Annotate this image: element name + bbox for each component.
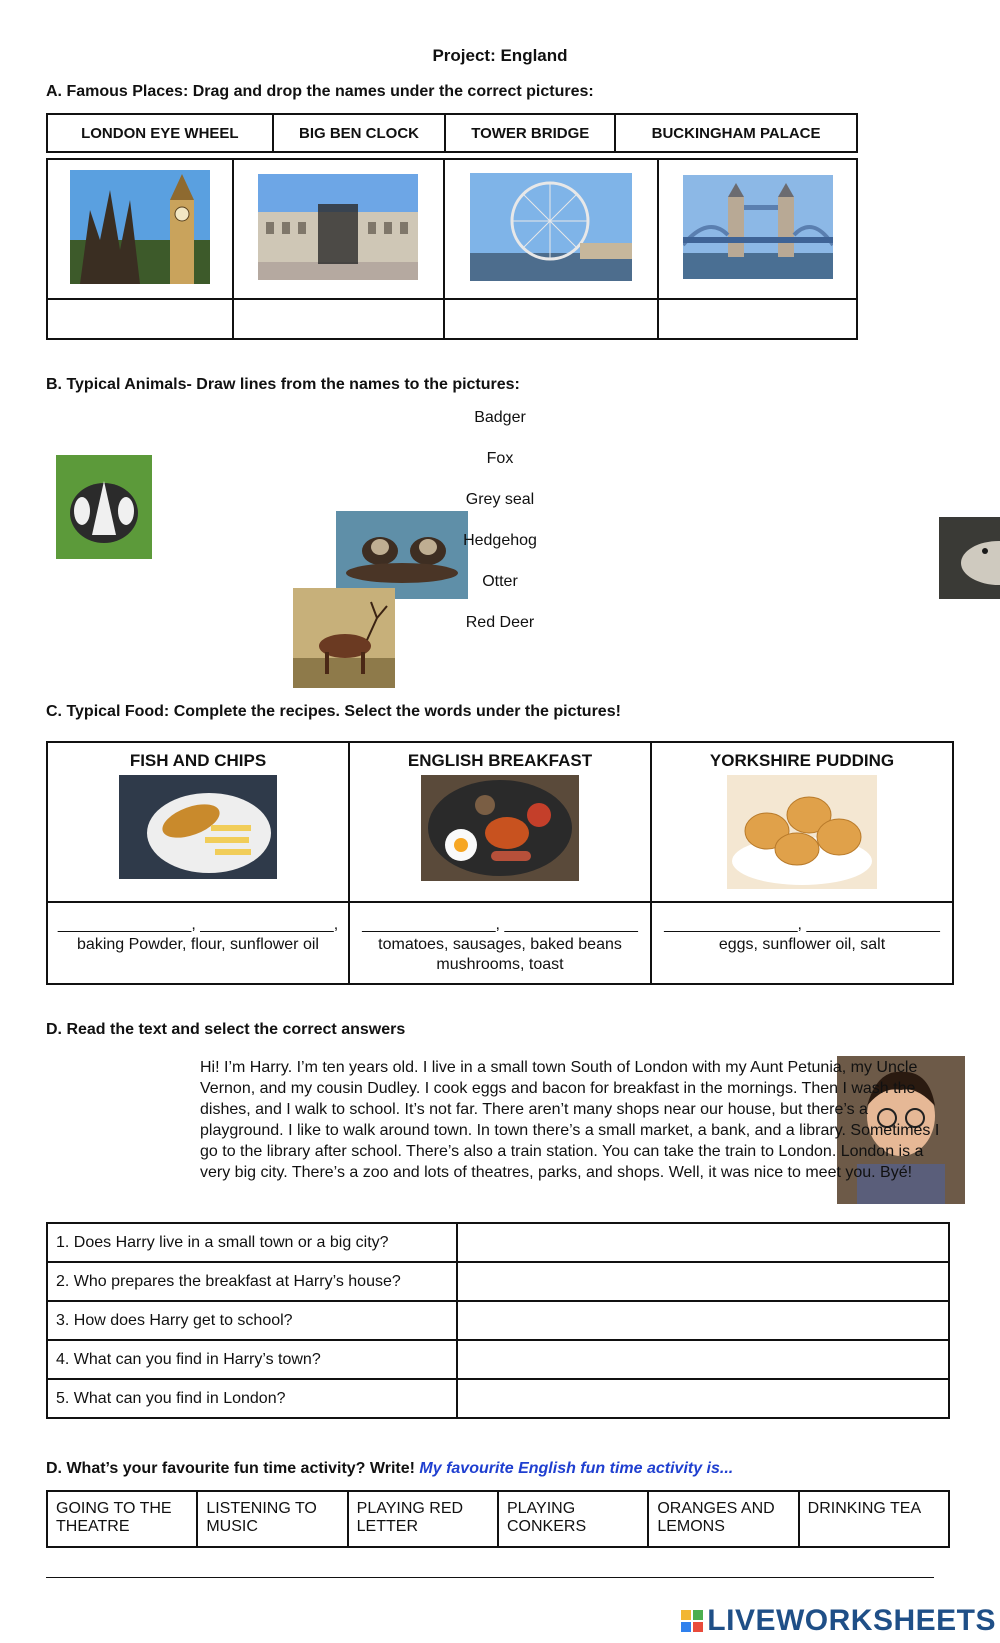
animal-name-fox[interactable]: Fox xyxy=(486,450,514,467)
place-pictures-table xyxy=(46,158,858,340)
recipe-ingredients: baking Powder, flour, sunflower oil xyxy=(77,936,319,953)
activity-playing-red-letter[interactable]: PLAYING RED LETTER xyxy=(348,1491,498,1547)
recipe-yorkshire-pudding xyxy=(651,902,953,984)
drop-zone[interactable] xyxy=(444,299,658,339)
activity-prompt: My favourite English fun time activity is... xyxy=(419,1460,734,1477)
drag-name-big-ben[interactable]: BIG BEN CLOCK xyxy=(273,114,446,152)
activity-heading-text: D. What’s your favourite fun time activity? Write! xyxy=(46,1460,415,1477)
activities-table xyxy=(46,1490,950,1548)
picture-cell xyxy=(658,159,857,299)
big-ben-photo xyxy=(70,170,210,284)
buckingham-palace-photo xyxy=(258,174,418,280)
food-name: ENGLISH BREAKFAST xyxy=(407,751,593,770)
fish-and-chips-photo xyxy=(119,775,277,879)
activity-drinking-tea[interactable]: DRINKING TEA xyxy=(799,1491,949,1547)
animal-name-red-deer[interactable]: Red Deer xyxy=(465,614,535,631)
tower-bridge-photo xyxy=(683,175,833,279)
liveworksheets-logo-icon xyxy=(681,1610,703,1632)
recipe-ingredients: eggs, sunflower oil, salt xyxy=(718,936,886,953)
london-eye-photo xyxy=(470,173,632,281)
section-a-heading: A. Famous Places: Drag and drop the names under the correct pictures: xyxy=(46,83,594,100)
page-title: Project: England xyxy=(432,46,568,65)
answer-2-field[interactable] xyxy=(457,1262,949,1301)
activity-going-to-the-theatre[interactable]: GOING TO THE THEATRE xyxy=(47,1491,197,1547)
activity-listening-to-music[interactable]: LISTENING TO MUSIC xyxy=(197,1491,347,1547)
place-names-table xyxy=(46,113,858,153)
drop-zone[interactable] xyxy=(658,299,857,339)
food-card-yorkshire-pudding xyxy=(651,742,953,902)
animal-name-otter[interactable]: Otter xyxy=(482,573,518,590)
recipe-ingredients: tomatoes, sausages, baked beans xyxy=(378,936,622,953)
question-1: 1. Does Harry live in a small town or a big city? xyxy=(47,1223,457,1262)
answer-1-field[interactable] xyxy=(457,1223,949,1262)
question-2: 2. Who prepares the breakfast at Harry’s house? xyxy=(47,1262,457,1301)
recipe-blanks[interactable]: _______________, _______________ xyxy=(362,916,638,933)
answer-3-field[interactable] xyxy=(457,1301,949,1340)
drag-name-tower-bridge[interactable]: TOWER BRIDGE xyxy=(445,114,615,152)
answer-line[interactable] xyxy=(46,1576,934,1578)
food-name: YORKSHIRE PUDDING xyxy=(709,751,895,770)
answer-4-field[interactable] xyxy=(457,1340,949,1379)
activity-playing-conkers[interactable]: PLAYING CONKERS xyxy=(498,1491,648,1547)
question-3: 3. How does Harry get to school? xyxy=(47,1301,457,1340)
harry-story-text: Hi! I’m Harry. I’m ten years old. I live in a small town South of London with my Aunt Petunia, my Uncle Vernon, and my cousin Dudley. I cook eggs and bacon for breakfast in the mornings. Then I wash the dishes, and I walk to school. It’s not far. There aren’t many shops near our house, but there’s a playground. I like to walk around town. In town there’s a small market, a bank, and a library. Sometimes I go to the library after school. There’s also a train station. You can take the train to London. London is a very big city. There’s a zoo and lots of theatres, parks, and shops. Well, it was nice to meet you. Byé! xyxy=(200,1059,940,1181)
animal-name-hedgehog[interactable]: Hedgehog xyxy=(463,532,537,549)
food-name: FISH AND CHIPS xyxy=(129,751,267,770)
section-b-heading: B. Typical Animals- Draw lines from the names to the pictures: xyxy=(46,376,520,393)
activity-oranges-and-lemons[interactable]: ORANGES AND LEMONS xyxy=(648,1491,798,1547)
liveworksheets-logo-text: LIVEWORKSHEETS xyxy=(707,1604,996,1637)
drop-zone[interactable] xyxy=(233,299,445,339)
recipe-blanks[interactable]: _______________, _______________ xyxy=(664,916,940,933)
picture-cell xyxy=(47,159,233,299)
section-c-heading: C. Typical Food: Complete the recipes. Select the words under the pictures! xyxy=(46,703,621,720)
recipe-blanks[interactable]: _______________, _______________, xyxy=(57,916,339,933)
picture-cell xyxy=(444,159,658,299)
activity-heading xyxy=(46,1460,733,1478)
english-breakfast-photo xyxy=(421,775,579,881)
question-4: 4. What can you find in Harry’s town? xyxy=(47,1340,457,1379)
question-5: 5. What can you find in London? xyxy=(47,1379,457,1418)
recipe-fish-and-chips xyxy=(47,902,349,984)
recipe-ingredients-more: mushrooms, toast xyxy=(436,956,564,973)
food-table xyxy=(46,741,954,985)
liveworksheets-logo xyxy=(681,1604,996,1638)
drag-name-buckingham-palace[interactable]: BUCKINGHAM PALACE xyxy=(615,114,857,152)
animal-name-grey-seal[interactable]: Grey seal xyxy=(465,491,535,508)
grey-seal-photo[interactable] xyxy=(939,517,1000,599)
picture-cell xyxy=(233,159,445,299)
badger-photo[interactable] xyxy=(56,455,152,559)
red-deer-photo[interactable] xyxy=(293,588,395,688)
animal-name-badger[interactable]: Badger xyxy=(474,409,526,426)
section-d-heading: D. Read the text and select the correct answers xyxy=(46,1021,406,1038)
yorkshire-pudding-photo xyxy=(727,775,877,889)
questions-table xyxy=(46,1222,950,1419)
answer-5-field[interactable] xyxy=(457,1379,949,1418)
food-card-english-breakfast xyxy=(349,742,651,902)
food-card-fish-and-chips xyxy=(47,742,349,902)
drop-zone[interactable] xyxy=(47,299,233,339)
drag-name-london-eye[interactable]: LONDON EYE WHEEL xyxy=(47,114,273,152)
recipe-english-breakfast xyxy=(349,902,651,984)
